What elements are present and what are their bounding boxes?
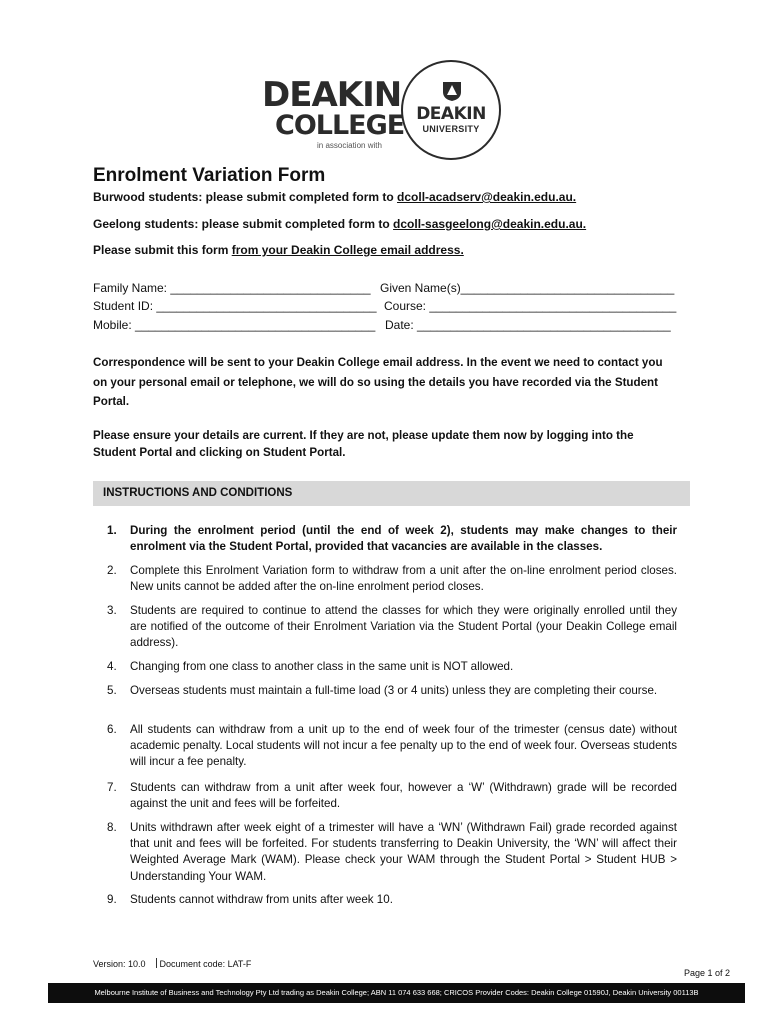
list-item-number: 4.	[107, 660, 117, 673]
list-item-number: 3.	[107, 604, 117, 617]
submission-note-label: Please submit this form	[93, 243, 232, 257]
burwood-label: Burwood students: please submit completed form to	[93, 190, 398, 204]
submission-note-emphasis: from your Deakin College email address.	[231, 243, 464, 257]
list-item-text: Overseas students must maintain a full-time load (3 or 4 units) unless they are completing their course.	[130, 684, 658, 697]
list-item-text: Complete this Enrolment Variation form to withdraw from a unit after the on-line enrolment period closes. New units cannot be added after the on-line enrolment period closes.	[130, 564, 677, 594]
list-item-number: 8.	[107, 821, 117, 834]
instructions-banner	[93, 481, 690, 506]
burwood-email-link[interactable]: dcoll-acadserv@deakin.edu.au.	[397, 190, 577, 204]
college-logo-line2: COLLEGE	[275, 110, 405, 141]
list-item-text: All students can withdraw from a unit up to the end of week four of the trimester (census date) without academic penalty. Local students will not incur a fee penalty up to the end of week four. Overseas students will incur a fee penalty.	[130, 723, 677, 769]
list-item-text: During the enrolment period (until the end of week 2), students may make changes to their enrolment via the Student Portal, provided that vacancies are available in the classes.	[130, 524, 677, 554]
list-item-text: Units withdrawn after week eight of a trimester will have a ‘WN’ (Withdrawn Fail) grade recorded against that unit and fees will be forfeited. For students transferring to Deakin University, the ‘WN’ will affect their Weighted Average Mark (WAM). Please check your WAM through the Student Portal > Student HUB > Understanding Your WAM.	[130, 821, 677, 883]
university-logo-line1: DEAKIN	[416, 104, 486, 124]
college-logo-tagline: in association with	[317, 141, 382, 150]
ensure-details-paragraph: Please ensure your details are current. If they are not, please update them now by logging into the Student Portal and clicking on Student Portal.	[93, 429, 634, 459]
geelong-email-link[interactable]: dcoll-sasgeelong@deakin.edu.au.	[393, 217, 587, 231]
list-item-text: Changing from one class to another class in the same unit is NOT allowed.	[130, 660, 514, 673]
page-number: Page 1 of 2	[684, 968, 731, 978]
burwood-submission	[93, 190, 576, 204]
list-item-number: 6.	[107, 723, 117, 736]
list-item-number: 5.	[107, 684, 117, 697]
student-id-field[interactable]: Student ID: _________________________________	[93, 299, 377, 313]
footer-divider	[156, 958, 157, 968]
university-shield-icon	[441, 80, 463, 102]
version-info	[93, 958, 251, 969]
list-item-number: 7.	[107, 781, 117, 794]
list-item-text: Students are required to continue to attend the classes for which they were originally enrolled until they are notified of the outcome of their Enrolment Variation via the Student Portal (your Deakin College email address).	[130, 604, 677, 650]
deakin-university-logo	[401, 60, 501, 160]
geelong-submission	[93, 217, 586, 231]
mobile-field[interactable]: Mobile: ____________________________________	[93, 318, 376, 332]
version-label: Version: 10.0	[93, 959, 146, 969]
submission-note	[93, 243, 464, 257]
course-field[interactable]: Course: _____________________________________	[384, 299, 677, 313]
university-logo-line2: UNIVERSITY	[422, 124, 480, 134]
list-item-number: 9.	[107, 893, 117, 906]
college-logo-line1: DEAKIN	[262, 75, 402, 115]
list-item-number: 2.	[107, 564, 117, 577]
document-code: Document code: LAT-F	[159, 959, 252, 969]
list-item-number: 1.	[107, 524, 117, 537]
page-title: Enrolment Variation Form	[93, 165, 326, 186]
instructions-heading: INSTRUCTIONS AND CONDITIONS	[103, 487, 293, 499]
date-field[interactable]: Date: ______________________________________	[385, 318, 671, 332]
legal-text: Melbourne Institute of Business and Technology Pty Ltd trading as Deakin College; ABN 11 074 633 668; CRICOS Provider Codes: Deakin College 01590J, Deakin University 00113B	[94, 988, 699, 997]
list-item-text: Students cannot withdraw from units after week 10.	[130, 893, 393, 906]
list-item-text: Students can withdraw from a unit after week four, however a ‘W’ (Withdrawn) grade will be recorded against the unit and fees will be forfeited.	[130, 781, 677, 811]
family-name-field[interactable]: Family Name: ______________________________	[93, 281, 371, 295]
geelong-label: Geelong students: please submit completed form to	[93, 217, 394, 231]
correspondence-paragraph: Correspondence will be sent to your Deakin College email address. In the event we need to contact you on your personal email or telephone, we will do so using the details you have recorded via the Student Portal.	[93, 356, 663, 408]
legal-footer-bar	[48, 983, 745, 1003]
deakin-college-logo	[262, 75, 405, 150]
given-names-field[interactable]: Given Name(s)________________________________	[380, 281, 675, 295]
